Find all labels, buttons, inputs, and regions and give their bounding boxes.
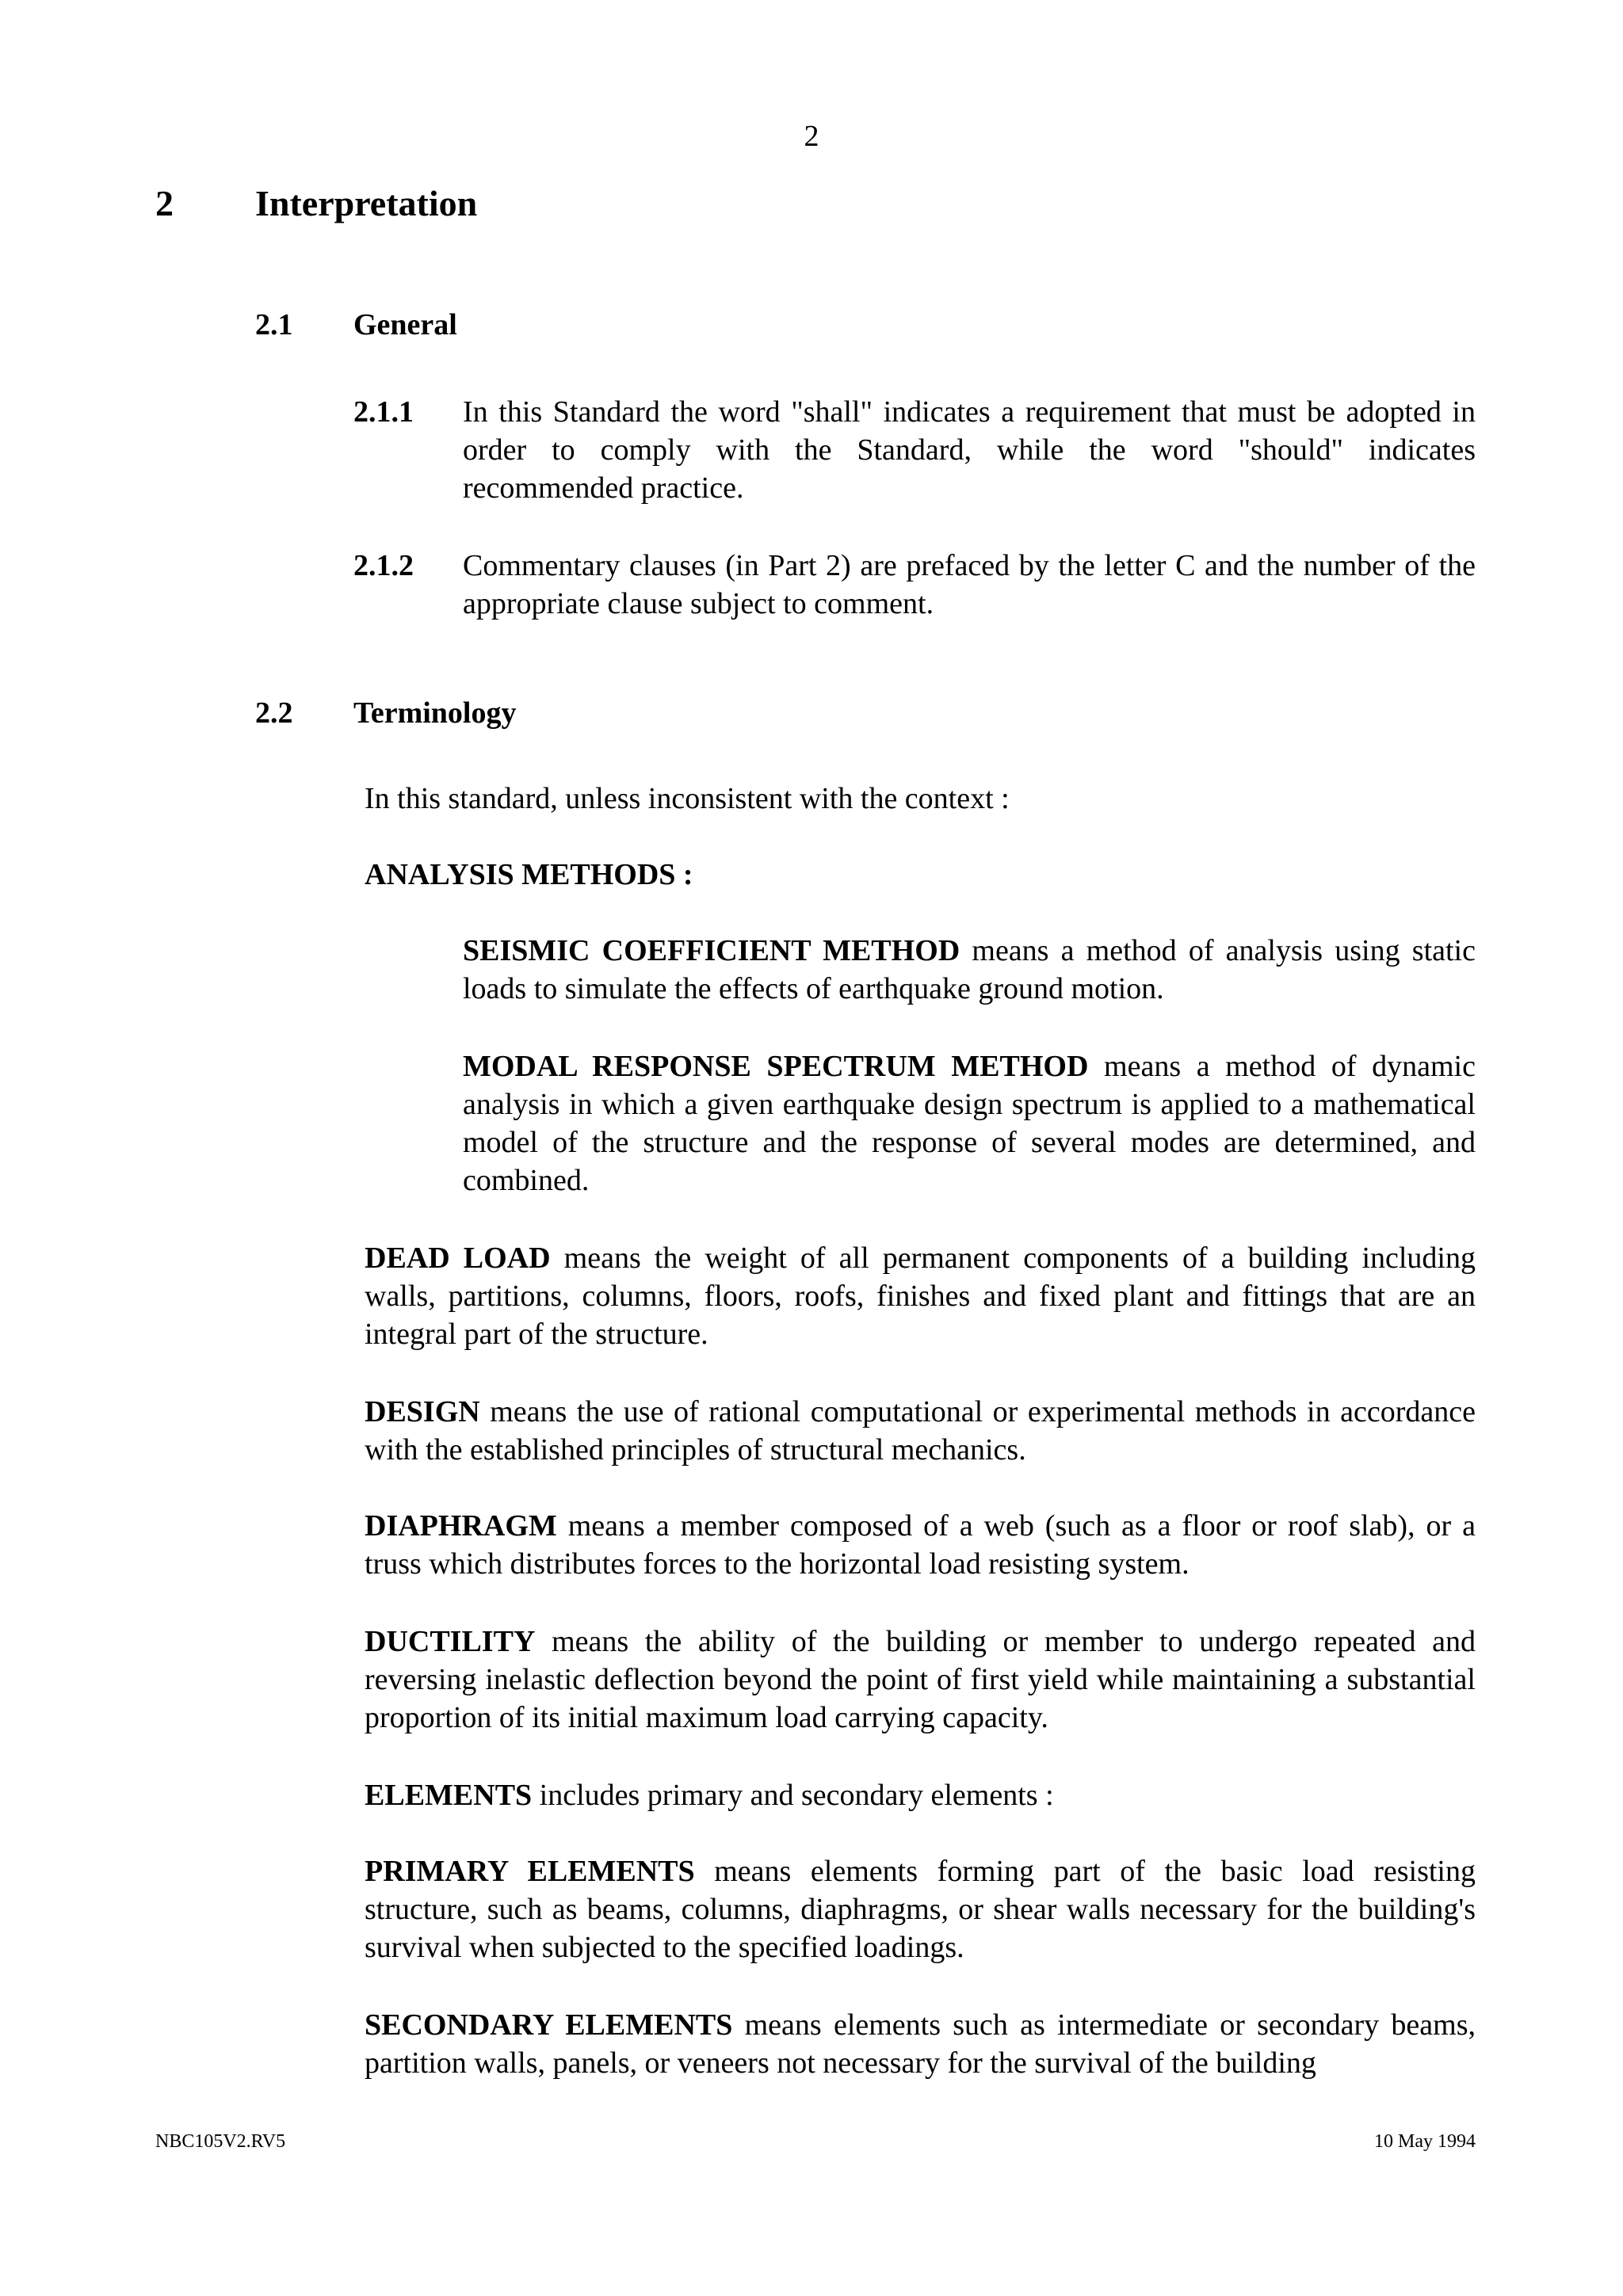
definition-term: DUCTILITY bbox=[365, 1625, 536, 1658]
definition-term: MODAL RESPONSE SPECTRUM METHOD bbox=[463, 1050, 1089, 1083]
clause-number: 2.1.1 bbox=[353, 395, 414, 429]
section-number: 2 bbox=[155, 183, 174, 223]
footer-document-code: NBC105V2.RV5 bbox=[155, 2131, 286, 2152]
definition-modal-response-spectrum-method bbox=[463, 1047, 1476, 1199]
definition-text: means the use of rational computational or experimental methods in accordance with the established principles of structural mechanics. bbox=[365, 1395, 1476, 1466]
definition-term: ELEMENTS bbox=[365, 1779, 533, 1812]
definition-primary-elements bbox=[365, 1852, 1476, 1966]
subsection-number: 2.1 bbox=[255, 308, 293, 341]
definition-term: SECONDARY ELEMENTS bbox=[365, 2008, 733, 2042]
clause-text: In this Standard the word "shall" indicates a requirement that must be adopted in order to comply with the Standard, while the word "should" indicates recommended practice. bbox=[463, 395, 1476, 505]
section-title: Interpretation bbox=[255, 183, 478, 223]
definition-text: includes primary and secondary elements : bbox=[532, 1779, 1054, 1812]
definition-text: means a method of analysis using static loads to simulate the effects of earthquake ground motion. bbox=[463, 934, 1476, 1005]
definition-ductility bbox=[365, 1623, 1476, 1737]
page-number: 2 bbox=[804, 120, 819, 153]
definition-text: means the weight of all permanent components of a building including walls, partitions, columns, floors, roofs, finishes and fixed plant and fittings that are an integral part of the structure. bbox=[365, 1241, 1476, 1351]
clause-text: Commentary clauses (in Part 2) are prefaced by the letter C and the number of the appropriate clause subject to comment. bbox=[463, 549, 1476, 620]
definition-text: means elements forming part of the basic load resisting structure, such as beams, columns, diaphragms, or shear walls necessary for the building's survival when subjected to the specified loadings. bbox=[365, 1855, 1476, 1964]
clause-number: 2.1.2 bbox=[353, 549, 414, 582]
analysis-methods-heading: ANALYSIS METHODS : bbox=[365, 858, 693, 891]
definition-seismic-coefficient-method bbox=[463, 932, 1476, 1008]
definition-term: DIAPHRAGM bbox=[365, 1509, 557, 1543]
subsection-number: 2.2 bbox=[255, 696, 293, 730]
subsection-title: Terminology bbox=[353, 696, 517, 730]
subsection-title: General bbox=[353, 308, 457, 341]
definition-text: means a method of dynamic analysis in which a given earthquake design spectrum is applied to a mathematical model of the structure and the response of several modes are determined, and combined. bbox=[463, 1050, 1476, 1197]
definition-secondary-elements bbox=[365, 2006, 1476, 2082]
definition-diaphragm bbox=[365, 1507, 1476, 1583]
definition-text: means a member composed of a web (such as a floor or roof slab), or a truss which distributes forces to the horizontal load resisting system. bbox=[365, 1509, 1476, 1581]
definition-term: DEAD LOAD bbox=[365, 1241, 551, 1275]
terminology-intro: In this standard, unless inconsistent with the context : bbox=[365, 782, 1010, 815]
definition-term: SEISMIC COEFFICIENT METHOD bbox=[463, 934, 960, 967]
definition-elements bbox=[365, 1776, 1476, 1814]
footer-date: 10 May 1994 bbox=[1374, 2131, 1476, 2152]
definition-design bbox=[365, 1393, 1476, 1469]
definition-text: means the ability of the building or member to undergo repeated and reversing inelastic deflection beyond the point of first yield while maintaining a substantial proportion of its initial maximum load carrying capacity. bbox=[365, 1625, 1476, 1734]
definition-dead-load bbox=[365, 1239, 1476, 1353]
definition-term: DESIGN bbox=[365, 1395, 480, 1428]
definition-text: means elements such as intermediate or secondary beams, partition walls, panels, or veneers not necessary for the survival of the building bbox=[365, 2008, 1476, 2080]
definition-term: PRIMARY ELEMENTS bbox=[365, 1855, 695, 1888]
